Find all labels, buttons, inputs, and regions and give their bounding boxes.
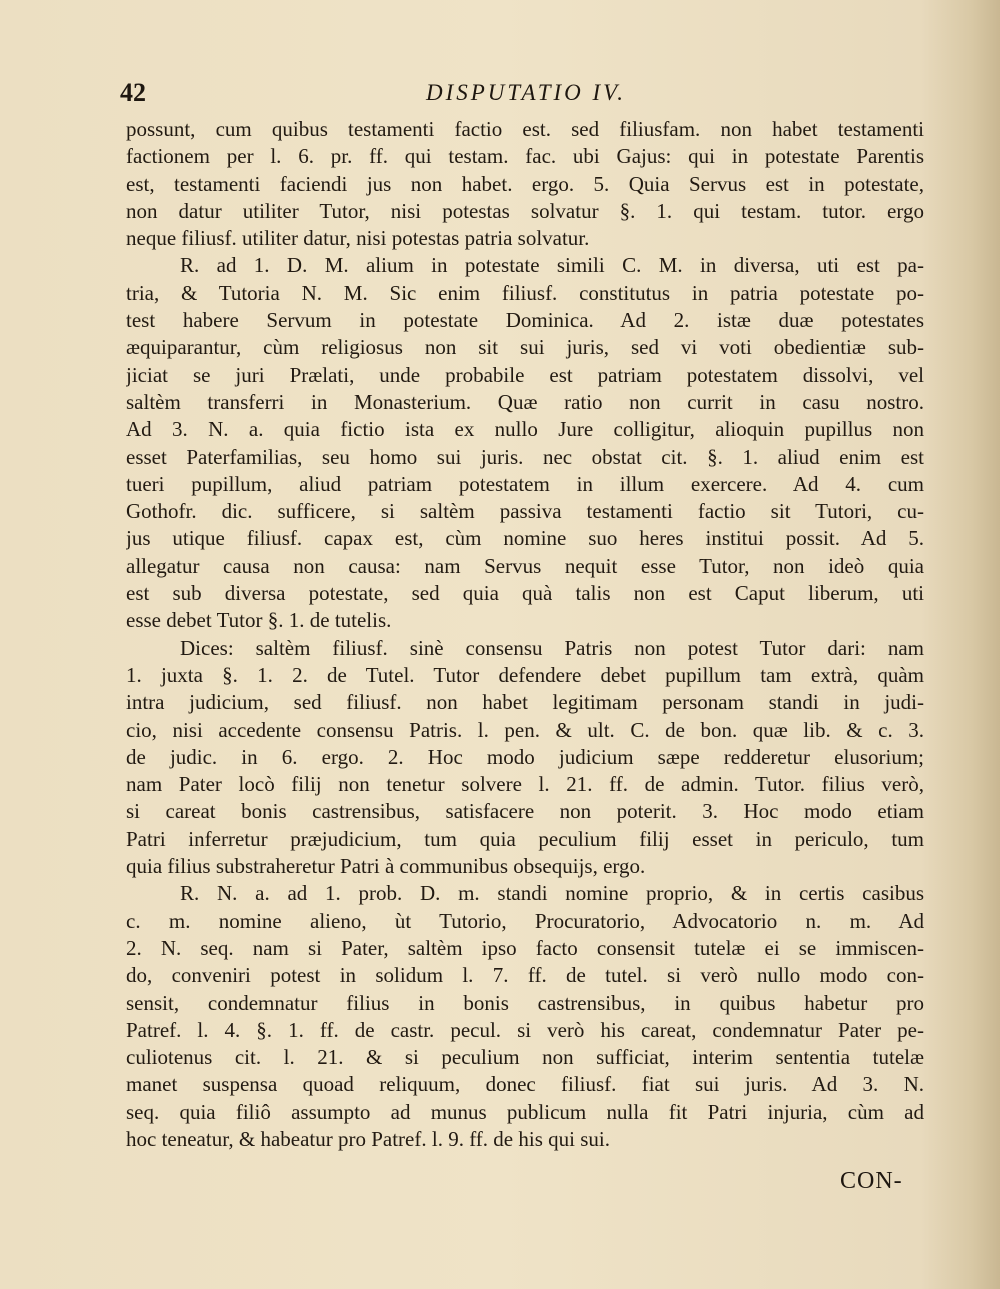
text-body: [126, 116, 924, 1153]
text-line: seq. quia filiô assumpto ad munus publicum nulla fit Patri injuria, cùm ad: [126, 1099, 924, 1124]
text-line: sensit, condemnatur filius in bonis castrensibus, in quibus habetur pro: [126, 990, 924, 1015]
text-line: test habere Servum in potestate Dominica. Ad 2. istæ duæ potestates: [126, 308, 924, 333]
text-line: æquiparantur, cùm religiosus non sit sui juris, sed vi voti obedientiæ sub-: [126, 335, 924, 360]
text-line: Patri inferretur præjudicium, tum quia peculium filij esset in periculo, tum: [126, 826, 924, 851]
text-line: nam Pater locò filij non tenetur solvere l. 21. ff. de admin. Tutor. filius verò,: [126, 772, 924, 797]
text-line: non datur utiliter Tutor, nisi potestas solvatur §. 1. qui testam. tutor. ergo: [126, 198, 924, 223]
text-line: intra judicium, sed filiusf. non habet legitimam personam standi in judi-: [126, 690, 924, 715]
running-title: DISPUTATIO IV.: [425, 80, 626, 105]
text-line: factionem per l. 6. pr. ff. qui testam. fac. ubi Gajus: qui in potestate Parentis: [126, 144, 924, 169]
text-line: c. m. nomine alieno, ùt Tutorio, Procuratorio, Advocatorio n. m. Ad: [126, 908, 924, 933]
text-line: do, conveniri potest in solidum l. 7. ff. de tutel. si verò nullo modo con-: [126, 963, 924, 988]
text-line: quia filius substraheretur Patri à communibus obsequijs, ergo.: [126, 854, 646, 879]
text-line: tueri pupillum, aliud patriam potestatem in illum exercere. Ad 4. cum: [126, 471, 924, 496]
text-line: jus utique filiusf. capax est, cùm nomine suo heres institui possit. Ad 5.: [126, 526, 924, 551]
text-line: de judic. in 6. ergo. 2. Hoc modo judicium sæpe redderetur elusorium;: [126, 744, 924, 769]
catchword: CON-: [840, 1168, 903, 1194]
text-line: saltèm transferri in Monasterium. Quæ ratio non currit in casu nostro.: [126, 389, 924, 414]
text-line: si careat bonis castrensibus, satisfacere non poterit. 3. Hoc modo etiam: [126, 799, 924, 824]
text-line: cio, nisi accedente consensu Patris. l. pen. & ult. C. de bon. quæ lib. & c. 3.: [126, 717, 924, 742]
text-line: possunt, cum quibus testamenti factio est. sed filiusfam. non habet testamenti: [126, 117, 924, 141]
text-line: est sub diversa potestate, sed quia quà talis non est Caput liberum, uti: [126, 581, 924, 606]
text-line: neque filiusf. utiliter datur, nisi potestas patria solvatur.: [126, 226, 590, 251]
text-line: esse debet Tutor §. 1. de tutelis.: [126, 608, 392, 633]
text-line: Gothofr. dic. sufficere, si saltèm passiva testamenti factio sit Tutori, cu-: [126, 499, 924, 524]
text-line: est, testamenti faciendi jus non habet. ergo. 5. Quia Servus est in potestate,: [126, 171, 924, 196]
text-line: jiciat se juri Prælati, unde probabile est patriam potestatem dissolvi, vel: [126, 362, 924, 387]
page-header: [120, 78, 932, 114]
text-line: Ad 3. N. a. quia fictio ista ex nullo Jure colligitur, alioquin pupillus non: [126, 417, 924, 442]
text-line: culiotenus cit. l. 21. & si peculium non sufficiat, interim sententia tutelæ: [126, 1045, 924, 1070]
text-line: tria, & Tutoria N. M. Sic enim filiusf. constitutus in patria potestate po-: [126, 280, 924, 305]
text-line: R. N. a. ad 1. prob. D. m. standi nomine proprio, & in certis casibus: [180, 881, 924, 906]
text-line: R. ad 1. D. M. alium in potestate simili C. M. in diversa, uti est pa-: [180, 253, 924, 278]
text-line: Patref. l. 4. §. 1. ff. de castr. pecul. si verò his careat, condemnatur Pater pe-: [126, 1017, 924, 1042]
text-line: esset Paterfamilias, seu homo sui juris. nec obstat cit. §. 1. aliud enim est: [126, 444, 924, 469]
text-line: Dices: saltèm filiusf. sinè consensu Patris non potest Tutor dari: nam: [180, 635, 924, 660]
text-line: allegatur causa non causa: nam Servus nequit esse Tutor, non ideò quia: [126, 553, 924, 578]
text-line: 2. N. seq. nam si Pater, saltèm ipso facto consensit tutelæ ei se immiscen-: [126, 935, 924, 960]
text-line: 1. juxta §. 1. 2. de Tutel. Tutor defendere debet pupillum tam extrà, quàm: [126, 662, 924, 687]
text-line: hoc teneatur, & habeatur pro Patref. l. 9. ff. de his qui sui.: [126, 1126, 610, 1151]
page-number: 42: [120, 78, 146, 107]
text-line: manet suspensa quoad reliquum, donec filiusf. fiat sui juris. Ad 3. N.: [126, 1072, 924, 1097]
